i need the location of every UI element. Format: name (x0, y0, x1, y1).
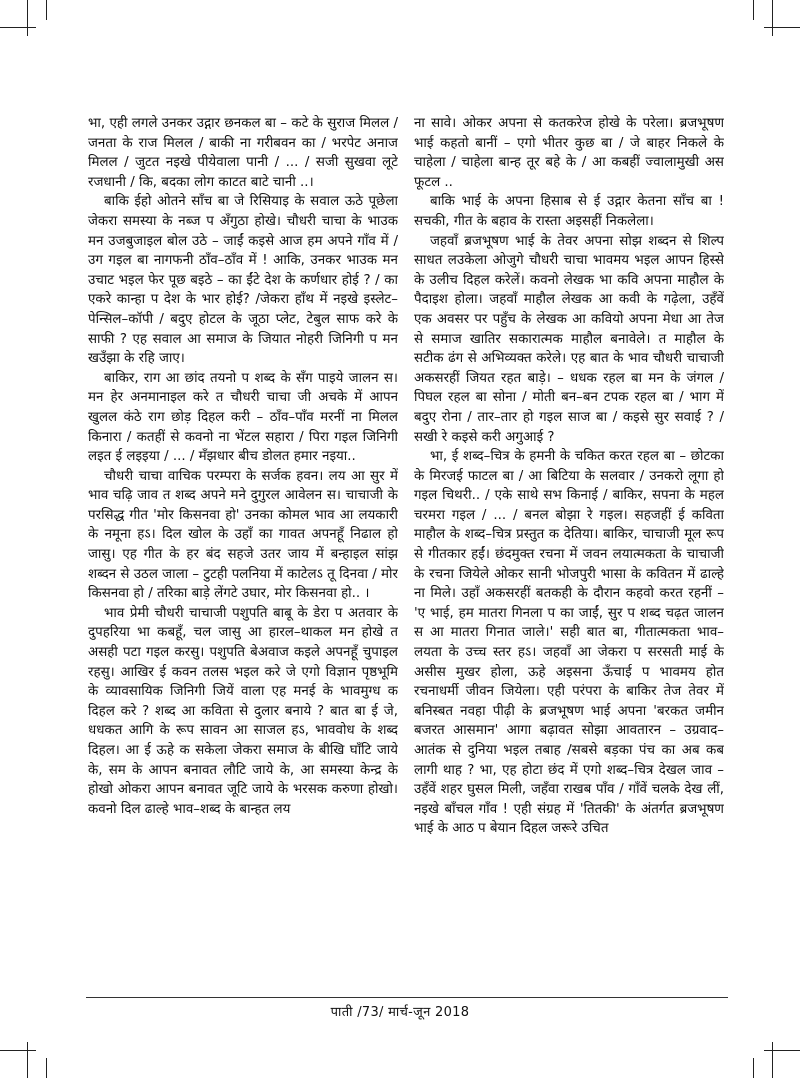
crop-mark-bottom-left-v (27, 1042, 28, 1078)
paragraph: भा, एही लगले उनकर उद्गार छनकल बा – कटे के सुराज मिलल / जनता के राज मिलल / बाकी ना गरीबवन का / भरपेट अनाज मिलल / जुटत नइखे पीयेवाला पानी / ... / सजी सुखवा लूटे रजधानी / कि, बदका लोग काटत बाटे चानी ..। (88, 116, 398, 190)
crop-mark-top-right-v (772, 0, 773, 36)
paragraph: चौधरी चाचा वाचिक परम्परा के सर्जक हवन। लय आ सुर में भाव चढ़ि जाव त शब्द अपने मने दुगुरल आवेलन स। चाचाजी के परसिद्ध गीत 'मोर किसनवा हो' उनका कोमल भाव आ लयकारी के नमूना हऽ। दिल खोल के उहाँ का गावत अपनहूँ निढाल हो जासु। एह गीत के हर बंद सहजे उतर जाय में बन्हाइल सांझ शब्दन से उठल जाला – टुटही पलनिया में काटेलऽ तू दिनवा / मोर किसनवा हो / तरिका बाड़े लेंगटे उघार, मोर किसनवा हो.. । (88, 468, 398, 602)
footer-rule (86, 997, 728, 998)
crop-mark-bottom-left-h (0, 1050, 36, 1051)
paragraph: बाकिर, राग आ छांद तयनो प शब्द के सँग पाइये जालन स। मन हेर अनमानाइल करे त चौधरी चाचा जी अचके में आपन खुलल कंठे राग छोड़ दिहल करी – ठाँव–पाँव मरनीं ना मिलल किनारा / कतहीं से कवनो ना भेंटल सहारा / पिरा गइल जिनिगी लइत ई लइइया / ... / मँझधार बीच डोलत हमार नइया.. (88, 370, 398, 465)
crop-mark-top-left-v (27, 0, 28, 36)
paragraph: भा, ई शब्द–चित्र के हमनी के चकित करत रहल बा – छोटका के मिरजई फाटल बा / आ बिटिया के सलवार / उनकरो लूगा हो गइल चिथरी.. / एके साथे सभ किनाई / बाकिर, सपना के महल चरमरा गइल / ... / बनल बोझा रे गइल। सहजहीं ई कविता माहौल के शब्द–चित्र प्रस्तुत क देतिया। बाकिर, चाचाजी मूल रूप से गीतकार हईं। छंदमुक्त रचना में जवन लयात्मकता के चाचाजी के रचना जियेले ओकर सानी भोजपुरी भासा के कवितन में ढाल्हे ना मिले। उहाँ अकसरहीं बतकही के दौरान कहवो करत रहनीं – 'ए भाई, हम मातरा गिनला प का जाईं, सुर प शब्द चढ़त जालन स आ मातरा गिनात जाले।' सही बात बा, गीतात्मकता भाव–लयता के उच्च स्तर हऽ। जहवाँ आ जेकरा प सरसती माई के असीस मुखर होला, ऊहे अइसना ऊँचाई प भावमय होत रचनाधर्मी जीवन जियेला। एही परंपरा के बाकिर तेज तेवर में बनिस्बत नवहा पीढ़ी के ब्रजभूषण भाई अपना 'बरकत जमीन बजरत आसमान' आगा बढ़ावत सोझा आवतारन – उग्रवाद–आतंक से दुनिया भइल तबाह /सबसे बड़का पंच का अब कब लागी थाह ? भा, एह होटा छंद में एगो शब्द–चित्र देखल जाव – उहँवें शहर घुसल मिली, जहँवा राखब पाँव / गाँवें चलके देख लीं, नइखे बाँचल गाँव ! एही संग्रह में 'तितकी' के अंतर्गत ब्रजभूषण भाई के आठ प बेयान दिहल जरूरे उचित (414, 449, 724, 837)
crop-mark-bottom-right-h (764, 1050, 800, 1051)
crop-mark-bottom-right-v2 (753, 1058, 754, 1078)
page-folio: पाती /73/ मार्च-जून 2018 (330, 1005, 470, 1020)
crop-mark-top-left-v2 (46, 0, 47, 20)
left-column (88, 114, 398, 992)
right-column (414, 114, 724, 992)
paragraph: ना सावे। ओकर अपना से कतकरेज होखे के परेला। ब्रजभूषण भाई कहतो बानीं – एगो भीतर कुछ बा / जे बाहर निकले के चाहेला / चाहेला बान्ह तूर बहे के / आ कबहीं ज्वालामुखी अस फूटल .. (414, 116, 724, 190)
paragraph: बाकि ईहो ओतने साँच बा जे रिसियाइ के सवाल ऊठे पूछेला जेकरा समस्या के नब्ज प अँगुठा होखे। चौधरी चाचा के भाउक मन उजबुजाइल बोल उठे – जाईं कइसे आज हम अपने गाँव में / उग गइल बा नागफनी ठाँव–ठाँव में ! आकि, उनकर भाउक मन उचाट भइल फेर पूछ बइठे – का ईंटे देश के कर्णधार होई ? / का एकरे कान्हा प देश के भार होई? /जेकरा हाँथ में नइखे इस्लेट–पेन्सिल–कॉपी / बदुए होटल के जूठा प्लेट, टेबुल साफ करे के साफी ? एह सवाल आ समाज के जियात नोहरी जिनिगी प मन खउँझा के रहि जाए। (88, 194, 398, 367)
paragraph: भाव प्रेमी चौधरी चाचाजी पशुपति बाबू के डेरा प अतवार के दुपहरिया भा कबहूँ, चल जासु आ हारल–थाकल मन होखे त असही पटा गइल करसु। पशुपति बेअवाज कइले अपनहूँ चुपाइल रहसु। आखिर ई कवन तलस भइल करे जे एगो विज्ञान पृष्ठभूमि के व्यावसायिक जिनिगी जियें वाला एह मनई के भावमुग्ध क दिहल करे ? शब्द आ कविता से दुलार बनाये ? बात बा ई जे, धधकत आगि के रूप सावन आ साजल हऽ, भाववोध के शब्द दिहल। आ ई ऊहे क सकेला जेकरा समाज के बीखि घाँटि जाये के, सम के आपन बनावत लौटि जाये के, आ समस्या केन्द्र के होखो ओकरा आपन बनावत जूटि जाये के भरसक करुणा होखो। कवनो दिल ढाल्हे भाव–शब्द के बान्हत लय (88, 605, 398, 817)
crop-mark-bottom-right-v (772, 1042, 773, 1078)
crop-mark-top-right-h (764, 27, 800, 28)
crop-mark-top-left-h (0, 27, 36, 28)
crop-mark-top-right-v2 (753, 0, 754, 20)
crop-mark-bottom-left-v2 (46, 1058, 47, 1078)
paragraph: जहवाँ ब्रजभूषण भाई के तेवर अपना सोझ शब्दन से शिल्प साधत लउकेला ओजुगे चौधरी चाचा भावमय भइल आपन हिस्से के उलीच दिहल करेलें। कवनो लेखक भा कवि अपना माहौल के पैदाइश होला। जहवाँ माहौल लेखक आ कवी के गढ़ेला, उहँवें एक अवसर पर पहुँच के लेखक आ कवियो अपना मेधा आ तेज से समाज खातिर सकारात्मक माहौल बनावेले। त माहौल के सटीक ढंग से अभिव्यक्त करेले। एह बात के भाव चौधरी चाचाजी अकसरहीं जियत रहत बाड़े। – धधक रहल बा मन के जंगल / पिघल रहल बा सोना / मोती बन–बन टपक रहल बा / भाग में बदुए रोना / तार–तार हो गइल साज बा / कइसे सुर सवाई ? / सखी रे कइसे करी अगुआई ? (414, 233, 724, 445)
paragraph: बाकि भाई के अपना हिसाब से ई उद्गार केतना साँच बा ! सचकी, गीत के बहाव के रास्ता अइसहीं निकलेला। (414, 194, 724, 229)
